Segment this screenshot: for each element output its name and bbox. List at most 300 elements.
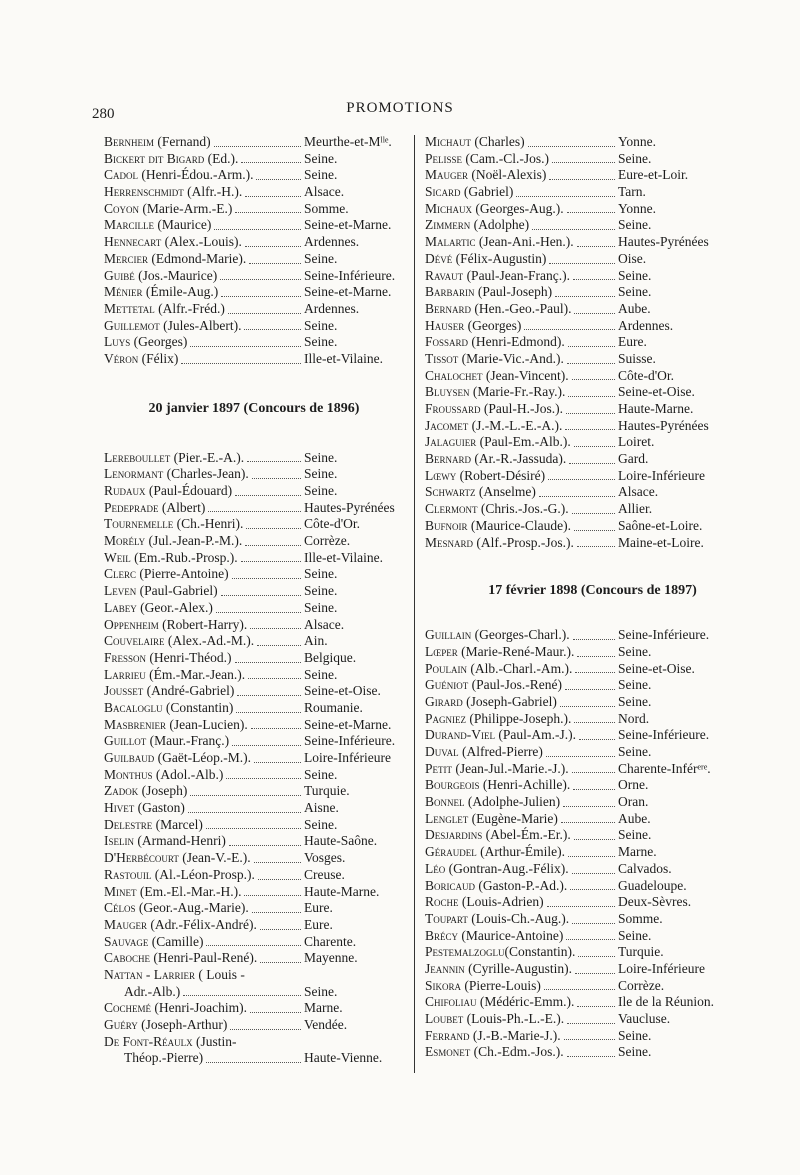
entry-given: (Paul-Am.-J.). (495, 727, 576, 743)
entry-given: (Al.-Léon-Prosp.). (151, 866, 255, 882)
entry-name (104, 500, 205, 517)
leader-dots (232, 566, 301, 579)
running-head: PROMOTIONS (346, 100, 454, 116)
entry-place: Seine-et-Marne. (304, 716, 392, 732)
leader-dots (566, 928, 615, 941)
leader-dots (190, 334, 301, 347)
entry-place: Alsace. (304, 616, 345, 632)
entry-name (104, 700, 233, 717)
leader-dots (570, 878, 615, 891)
entry-given: (Ar.-R.-Jassuda). (471, 451, 567, 467)
entry-place: Ain. (304, 633, 328, 649)
entry-name (104, 917, 257, 934)
entry-given: (J.-M.-L.-E.-A.). (468, 417, 563, 433)
entry-place: Orne. (618, 777, 649, 793)
entry-name (425, 911, 569, 928)
leader-dots (181, 351, 301, 364)
entry-row (104, 466, 404, 483)
entry-name (104, 533, 242, 550)
entry-place: Guadeloupe. (618, 877, 687, 893)
entry-name (425, 217, 529, 234)
entry-name (425, 334, 565, 351)
entry-name (425, 234, 574, 251)
entry-name (104, 967, 245, 984)
entry-row (104, 201, 404, 218)
entry-row (425, 201, 760, 218)
entry-row (425, 994, 760, 1011)
entry-name (425, 761, 569, 778)
entry-name (104, 934, 203, 951)
entry-place: Seine. (304, 666, 338, 682)
entry-row (104, 483, 404, 500)
entry-name (425, 978, 541, 995)
entry-place: Gard. (618, 451, 649, 467)
leader-dots (574, 434, 615, 447)
entry-name (425, 961, 572, 978)
entry-given: (Louis-Ph.-L.-E.). (463, 1011, 565, 1026)
entry-name (104, 301, 225, 318)
leader-dots (565, 677, 615, 690)
leader-dots (221, 284, 301, 297)
entry-row (425, 1028, 760, 1045)
entry-row (104, 301, 404, 318)
leader-dots (561, 811, 615, 824)
entry-place: Ille-et-Vilaine. (304, 350, 384, 366)
entry-place: Seine-Inférieure. (304, 267, 396, 283)
entry-given: (Fernand) (154, 134, 211, 149)
entry-row (104, 583, 404, 600)
entry-surname: Guillain (425, 627, 472, 643)
entry-given: (Noël-Alexis) (468, 167, 547, 183)
entry-surname: Chalochet (425, 367, 483, 383)
entry-given: (Jean-Lucien). (166, 716, 248, 732)
entry-row (425, 384, 760, 401)
entry-name (104, 1034, 237, 1051)
leader-dots (229, 833, 301, 846)
entry-surname: Esmonet (425, 1044, 471, 1060)
entry-row (104, 767, 404, 784)
entry-place: Roumanie. (304, 699, 363, 715)
entry-surname: Cadol (104, 167, 139, 183)
entry-row (425, 677, 760, 694)
leader-dots (574, 301, 615, 314)
entry-row (104, 167, 404, 184)
leader-dots (567, 201, 615, 214)
entry-place: Somme. (618, 910, 663, 926)
entry-given: (Em.-El.-Mar.-H.). (136, 883, 242, 899)
entry-surname: Brécy (425, 927, 459, 943)
entry-name (425, 368, 569, 385)
entry-given: (Henri-Achille). (479, 777, 571, 793)
entry-row (425, 661, 760, 678)
entry-given: (Adr.-Félix-André). (147, 916, 257, 932)
entry-surname: Pedeprade (104, 499, 159, 515)
entry-surname: Pestemalzoglu (425, 944, 505, 960)
entry-given: (Marie-René-Maur.). (457, 643, 575, 659)
entry-place: Seine. (304, 583, 338, 599)
entry-row (104, 984, 404, 1001)
leader-dots (206, 1050, 301, 1063)
entry-place: Loire-Inférieure (618, 960, 705, 976)
entry-given: (Cyrille-Augustin). (464, 960, 572, 976)
entry-surname: Cochemé (104, 1000, 152, 1016)
leader-dots (249, 251, 301, 264)
leader-dots (252, 900, 301, 913)
entry-place: Charente. (304, 933, 357, 949)
entry-place: Hautes-Pyrénées (618, 417, 709, 433)
entry-place: Deux-Sèvres. (618, 894, 692, 910)
entry-given: (Alfred-Pierre) (458, 744, 543, 759)
entry-row (425, 284, 760, 301)
entry-given: (Alfr.-H.). (183, 184, 243, 200)
entry-place: Seine. (304, 466, 338, 482)
entry-name (425, 777, 570, 794)
right-column (425, 134, 760, 1061)
entry-surname: Barbarin (425, 284, 475, 300)
leader-dots (206, 934, 301, 947)
leader-dots (214, 217, 301, 230)
entry-name (104, 783, 187, 800)
entry-place: Turquie. (304, 783, 350, 799)
leader-dots (250, 617, 301, 630)
entry-surname: Luys (104, 334, 131, 350)
entry-name (425, 468, 545, 485)
entry-name (425, 661, 572, 678)
entry-given: (Émile-Aug.) (142, 284, 219, 300)
entry-given: (Paul-Gabriel) (136, 583, 218, 599)
entry-place: Seine. (618, 677, 652, 693)
entry-name (425, 744, 543, 761)
entry-surname: Minet (104, 883, 137, 899)
entry-row (425, 644, 760, 661)
entry-surname: Morély (104, 533, 146, 549)
entry-row (425, 894, 760, 911)
leader-dots (572, 861, 615, 874)
entry-place: Vosges. (304, 850, 346, 866)
leader-dots (235, 650, 302, 663)
entry-given: (Constantin). (504, 944, 576, 960)
entry-given: Adr.-Alb.) (124, 983, 181, 999)
leader-dots (532, 217, 615, 230)
entry-place: Seine-Inférieure. (304, 733, 396, 749)
entry-row (104, 783, 404, 800)
entry-given: (Georges-Charl.). (471, 627, 570, 643)
entry-surname: Géraudel (425, 844, 477, 860)
entry-place: Eure. (618, 334, 647, 350)
entry-row (425, 318, 760, 335)
leader-dots (578, 944, 615, 957)
entry-place: Somme. (304, 200, 349, 216)
entry-place: Seine-Inférieure. (618, 627, 710, 643)
leader-dots (254, 850, 301, 863)
entry-surname: Chifoliau (425, 994, 477, 1010)
entry-place: Suisse. (618, 350, 656, 366)
entry-name (104, 167, 253, 184)
leader-dots (245, 234, 301, 247)
entry-row (425, 167, 760, 184)
entry-given: (Georges) (464, 317, 522, 333)
leader-dots (572, 368, 615, 381)
left-list-b (104, 450, 404, 967)
entry-name (104, 850, 251, 867)
entry-place: Saône-et-Loire. (618, 517, 703, 533)
entry-row (425, 811, 760, 828)
entry-row (425, 878, 760, 895)
leader-dots (577, 644, 615, 657)
entry-place: Côte-d'Or. (304, 516, 361, 532)
entry-place: Allier. (618, 501, 653, 517)
leader-dots (572, 501, 615, 514)
entry-name (425, 151, 549, 168)
leader-dots (555, 284, 615, 297)
entry-given: (Georges) (130, 334, 188, 350)
entry-row (104, 234, 404, 251)
entry-row (104, 351, 404, 368)
entry-name (425, 434, 571, 451)
leader-dots (539, 484, 615, 497)
entry-surname: Bufnoir (425, 517, 468, 533)
entry-place: Seine. (618, 643, 652, 659)
entry-given: (Marcel) (152, 816, 203, 832)
entry-given: (Jean-Jul.-Marie.-J.). (452, 760, 569, 776)
entry-name (425, 894, 544, 911)
leader-dots (572, 761, 615, 774)
entry-place: Meurthe-et-Mˡˡᵉ. (304, 134, 392, 149)
entry-surname: Coyon (104, 200, 140, 216)
entry-given: (Louis-Adrien) (458, 894, 544, 910)
entry-given: (Henri-Édou.-Arm.). (138, 167, 254, 183)
entry-name (104, 466, 249, 483)
entry-place: Haute-Vienne. (304, 1050, 383, 1066)
entry-name (104, 1017, 227, 1034)
entry-row (425, 777, 760, 794)
entry-name (425, 677, 562, 694)
entry-surname: Larrieu (104, 666, 146, 682)
entry-surname: Roche (425, 894, 459, 910)
entry-surname: Guéniot (425, 677, 469, 693)
entry-place: Hautes-Pyrénées (304, 499, 395, 515)
entry-given: (Jules-Albert). (159, 317, 242, 333)
leader-dots (579, 727, 615, 740)
entry-given: (Jos.-Maurice) (134, 267, 218, 283)
entry-surname: Clerc (104, 566, 137, 582)
leader-dots (260, 917, 301, 930)
entry-place: Ardennes. (304, 234, 360, 250)
entry-name (425, 201, 564, 218)
entry-given: (Joseph-Arthur) (137, 1017, 228, 1032)
entry-row (425, 251, 760, 268)
entry-name (425, 1011, 564, 1028)
leader-dots (546, 744, 615, 757)
entry-name (104, 234, 242, 251)
entry-surname: Pelisse (425, 150, 463, 166)
entry-row (104, 533, 404, 550)
entry-surname: Célos (104, 900, 136, 916)
entry-given: (Robert-Harry). (158, 616, 248, 632)
entry-surname: Rudaux (104, 483, 146, 498)
entry-row (104, 650, 404, 667)
entry-surname: Masbrenier (104, 716, 167, 732)
entry-given: (Félix) (138, 350, 179, 366)
entry-given: (Justin- (192, 1033, 237, 1049)
entry-place: Turquie. (618, 944, 664, 960)
entry-row (425, 184, 760, 201)
entry-name (425, 401, 563, 418)
entry-place: Seine. (618, 927, 652, 943)
entry-place: Oise. (618, 250, 647, 266)
entry-surname: Tournemelle (104, 516, 174, 532)
leader-dots (247, 450, 301, 463)
entry-given: (Anselme) (475, 484, 536, 500)
entry-given: (J.-B.-Marie-J.). (469, 1027, 561, 1043)
entry-name (425, 861, 569, 878)
entry-surname: Nattan - Larrier (104, 966, 196, 982)
entry-name (425, 484, 536, 501)
leader-dots (208, 500, 301, 513)
entry-surname: D'Herbécourt (104, 850, 179, 866)
entry-place: Eure. (304, 916, 333, 932)
entry-surname: Mercier (104, 250, 149, 266)
leader-dots (568, 384, 615, 397)
entry-place: Seine. (304, 766, 338, 782)
entry-given: (Marie-Vic.-And.). (458, 350, 564, 366)
entry-surname: Ménier (104, 284, 143, 300)
entry-name (104, 1000, 247, 1017)
entry-row (425, 301, 760, 318)
entry-given: (Médéric-Emm.). (476, 994, 575, 1010)
entry-given: (Eugène-Marie) (468, 810, 558, 826)
entry-row (425, 1044, 760, 1061)
entry-place: Seine. (304, 983, 338, 999)
leader-dots (230, 1017, 301, 1030)
entry-surname: Zimmern (425, 217, 471, 233)
entry-surname: Jacomet (425, 417, 469, 433)
leader-dots (232, 733, 301, 746)
entry-row (425, 451, 760, 468)
leader-dots (260, 950, 301, 963)
leader-dots (574, 827, 615, 840)
entry-place: Corrèze. (304, 533, 351, 549)
entry-name (425, 268, 570, 285)
leader-dots (574, 711, 615, 724)
entry-row (104, 516, 404, 533)
entry-given: (Ed.). (204, 150, 239, 166)
entry-surname: Bernard (425, 300, 472, 316)
entry-row (425, 911, 760, 928)
entry-place: Seine. (304, 483, 338, 498)
entry-given: (Alfr.-Fréd.) (154, 300, 225, 316)
entry-name (104, 717, 248, 734)
entry-row (104, 318, 404, 335)
entry-surname: Toupart (425, 910, 468, 926)
entry-given: (Joseph-Gabriel) (462, 693, 557, 709)
entry-place: Seine. (618, 1044, 652, 1060)
leader-dots (567, 1044, 615, 1057)
entry-row (425, 535, 760, 552)
entry-name (104, 583, 218, 600)
entry-row (425, 434, 760, 451)
entry-place: Yonne. (618, 134, 657, 149)
entry-given: (Arthur-Émile). (476, 844, 565, 860)
leader-dots (251, 717, 301, 730)
entry-place: Haute-Marne. (304, 883, 380, 899)
right-list-b (425, 627, 760, 1061)
entry-place: Seine. (618, 267, 652, 283)
entry-given: (Adolphe) (470, 217, 530, 233)
entry-row (425, 978, 760, 995)
entry-row (104, 566, 404, 583)
entry-given: (Ch.-Henri). (173, 516, 244, 532)
entry-surname: Lœwy (425, 467, 457, 483)
entry-place: Ile de la Réunion. (618, 994, 714, 1010)
leader-dots (568, 844, 615, 857)
entry-name (104, 201, 232, 218)
entry-row (104, 217, 404, 234)
entry-row (425, 501, 760, 518)
entry-row (425, 418, 760, 435)
entry-name (104, 151, 238, 168)
entry-given: (Jean-Ani.-Hen.). (475, 234, 574, 250)
entry-given: (Paul-Jean-Franç.). (463, 267, 571, 283)
entry-given: (Henri-Paul-René). (150, 950, 258, 966)
entry-name (425, 694, 557, 711)
entry-surname: Bluysen (425, 384, 470, 400)
entry-place: Seine-et-Marne. (304, 284, 392, 300)
entry-name (104, 683, 234, 700)
entry-place: Maine-et-Loire. (618, 534, 704, 550)
entry-place: Ille-et-Vilaine. (304, 549, 384, 565)
entry-place: Seine. (618, 284, 652, 300)
leader-dots (568, 334, 615, 347)
entry-surname: Jousset (104, 683, 144, 699)
entry-surname: Léo (425, 860, 446, 876)
entry-place: Belgique. (304, 649, 357, 665)
entry-surname: Sauvage (104, 933, 149, 949)
entry-surname: Bonnel (425, 794, 465, 810)
leader-dots (236, 700, 301, 713)
entry-surname: Sikora (425, 977, 462, 993)
entry-given: (Pierre-Antoine) (136, 566, 229, 582)
entry-given: (Albert) (158, 499, 206, 515)
entry-given: (Cam.-Cl.-Jos.) (462, 150, 550, 166)
entry-place: Vaucluse. (618, 1011, 671, 1026)
leader-dots (577, 535, 615, 548)
entry-given: (Philippe-Joseph.). (466, 710, 572, 726)
entry-place: Marne. (618, 844, 657, 860)
entry-given: (Gaston-P.-Ad.). (475, 877, 568, 893)
entry-row (425, 401, 760, 418)
entry-name (425, 251, 546, 268)
entry-row (104, 900, 404, 917)
entry-place: Seine. (304, 250, 338, 266)
entry-surname: Froussard (425, 401, 481, 416)
entry-surname: Poulain (425, 660, 468, 676)
entry-row (425, 827, 760, 844)
entry-name (104, 217, 211, 234)
entry-name (104, 318, 241, 335)
leader-dots (190, 783, 301, 796)
entry-name (104, 950, 257, 967)
entry-row (425, 727, 760, 744)
entry-surname: Labey (104, 599, 137, 615)
entry-name (104, 650, 232, 667)
entry-row (425, 484, 760, 501)
leader-dots (564, 1028, 615, 1041)
entry-surname: Mauger (425, 167, 469, 183)
entry-surname: Michaux (425, 200, 473, 216)
entry-place: Calvados. (618, 860, 672, 876)
entry-name (425, 501, 569, 518)
